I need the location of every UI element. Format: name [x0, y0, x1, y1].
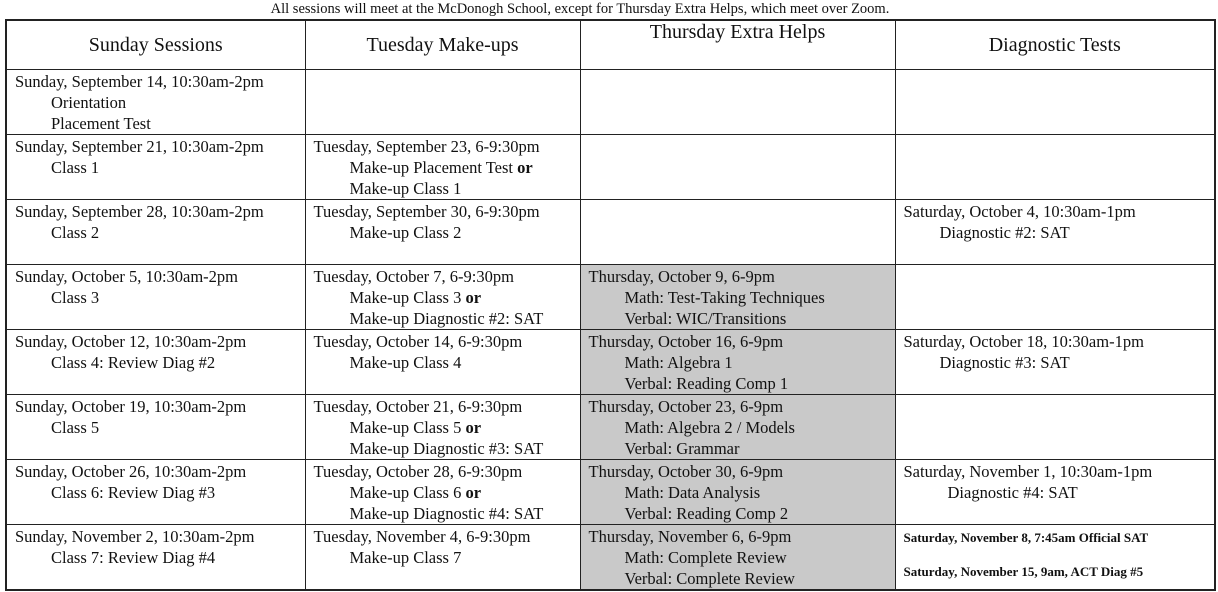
sunday-cell: [6, 330, 305, 395]
thursday-date: Thursday, October 30, 6-9pm: [588, 462, 784, 481]
thursday-cell: [580, 460, 895, 525]
thursday-cell: [580, 200, 895, 265]
thursday-cell: [580, 70, 895, 135]
tuesday-cell: [305, 395, 580, 460]
sunday-cell: [6, 200, 305, 265]
official-sat-line: Saturday, November 8, 7:45am Official SAT: [903, 530, 1149, 545]
header-sunday: Sunday Sessions: [6, 20, 305, 70]
header-thursday: Thursday Extra Helps: [580, 20, 895, 70]
thursday-math: Math: Complete Review: [624, 548, 787, 567]
thursday-cell: [580, 395, 895, 460]
diagnostic-line: Diagnostic #4: SAT: [947, 483, 1078, 502]
sunday-line: Class 2: [51, 223, 100, 242]
sunday-cell: [6, 460, 305, 525]
tuesday-line: Make-up Class 6: [349, 483, 462, 502]
tuesday-date: Tuesday, November 4, 6-9:30pm: [313, 527, 531, 546]
or-word: or: [465, 288, 482, 307]
thursday-math: Math: Data Analysis: [624, 483, 761, 502]
or-word: or: [465, 483, 482, 502]
sunday-line: Class 7: Review Diag #4: [51, 548, 216, 567]
diagnostic-line: Diagnostic #3: SAT: [939, 353, 1070, 372]
tuesday-line: Make-up Class 7: [349, 548, 462, 567]
sunday-date: Sunday, October 19, 10:30am-2pm: [15, 397, 247, 416]
tuesday-cell: [305, 70, 580, 135]
thursday-verbal: Verbal: WIC/Transitions: [624, 309, 787, 328]
tuesday-date: Tuesday, October 7, 6-9:30pm: [313, 267, 514, 286]
diagnostic-cell: [895, 525, 1215, 591]
thursday-math: Math: Algebra 2 / Models: [624, 418, 795, 437]
tuesday-line: Make-up Class 4: [349, 353, 462, 372]
sunday-date: Sunday, September 28, 10:30am-2pm: [15, 202, 264, 221]
sunday-cell: [6, 70, 305, 135]
sunday-date: Sunday, October 12, 10:30am-2pm: [15, 332, 247, 351]
table-row: [6, 200, 1215, 265]
header-row: [6, 20, 1215, 70]
sunday-line: Class 6: Review Diag #3: [51, 483, 216, 502]
table-row: [6, 330, 1215, 395]
table-row: [6, 395, 1215, 460]
tuesday-cell: [305, 200, 580, 265]
schedule-table: [5, 19, 1216, 591]
thursday-math: Math: Algebra 1: [624, 353, 733, 372]
thursday-cell: [580, 135, 895, 200]
tuesday-line: Make-up Class 5: [349, 418, 462, 437]
or-word: or: [465, 418, 482, 437]
tuesday-cell: [305, 135, 580, 200]
sunday-date: Sunday, September 21, 10:30am-2pm: [15, 137, 264, 156]
sunday-line: Orientation: [51, 93, 127, 112]
thursday-cell: [580, 330, 895, 395]
sunday-line: Class 1: [51, 158, 100, 177]
thursday-date: Thursday, October 16, 6-9pm: [588, 332, 784, 351]
tuesday-line: Make-up Diagnostic #4: SAT: [349, 504, 544, 523]
diagnostic-cell: [895, 330, 1215, 395]
sunday-date: Sunday, October 26, 10:30am-2pm: [15, 462, 247, 481]
sunday-line: Class 4: Review Diag #2: [51, 353, 216, 372]
header-diagnostic: Diagnostic Tests: [895, 20, 1215, 70]
thursday-date: Thursday, November 6, 6-9pm: [588, 527, 792, 546]
thursday-verbal: Verbal: Reading Comp 2: [624, 504, 789, 523]
tuesday-date: Tuesday, October 14, 6-9:30pm: [313, 332, 523, 351]
diagnostic-line: Diagnostic #2: SAT: [939, 223, 1070, 242]
sunday-cell: [6, 395, 305, 460]
header-tuesday: Tuesday Make-ups: [305, 20, 580, 70]
sunday-cell: [6, 135, 305, 200]
tuesday-line: Make-up Class 2: [349, 223, 462, 242]
table-row: [6, 135, 1215, 200]
sunday-date: Sunday, October 5, 10:30am-2pm: [15, 267, 239, 286]
sunday-line: Placement Test: [51, 114, 151, 133]
tuesday-cell: [305, 330, 580, 395]
sunday-line: Class 5: [51, 418, 100, 437]
tuesday-date: Tuesday, September 23, 6-9:30pm: [313, 137, 540, 156]
thursday-cell: [580, 265, 895, 330]
act-diag-line: Saturday, November 15, 9am, ACT Diag #5: [903, 564, 1144, 579]
diagnostic-cell: [895, 200, 1215, 265]
tuesday-date: Tuesday, October 28, 6-9:30pm: [313, 462, 523, 481]
table-row: [6, 265, 1215, 330]
tuesday-line: Make-up Class 3: [349, 288, 462, 307]
diagnostic-date: Saturday, October 4, 10:30am-1pm: [903, 202, 1136, 221]
sunday-date: Sunday, November 2, 10:30am-2pm: [15, 527, 255, 546]
table-row: [6, 70, 1215, 135]
tuesday-line: Make-up Class 1: [349, 179, 462, 198]
tuesday-cell: [305, 265, 580, 330]
thursday-verbal: Verbal: Grammar: [624, 439, 740, 458]
thursday-cell: [580, 525, 895, 591]
diagnostic-date: Saturday, November 1, 10:30am-1pm: [903, 462, 1153, 481]
diagnostic-cell: [895, 265, 1215, 330]
thursday-date: Thursday, October 23, 6-9pm: [588, 397, 784, 416]
diagnostic-cell: [895, 70, 1215, 135]
tuesday-line: Make-up Diagnostic #2: SAT: [349, 309, 544, 328]
table-row: [6, 460, 1215, 525]
sunday-cell: [6, 525, 305, 591]
tuesday-line: Make-up Placement Test: [349, 158, 513, 177]
diagnostic-date: Saturday, October 18, 10:30am-1pm: [903, 332, 1144, 351]
diagnostic-cell: [895, 135, 1215, 200]
diagnostic-cell: [895, 395, 1215, 460]
sunday-line: Class 3: [51, 288, 100, 307]
tuesday-line: Make-up Diagnostic #3: SAT: [349, 439, 544, 458]
or-word: or: [517, 158, 533, 177]
schedule-note: All sessions will meet at the McDonogh School, except for Thursday Extra Helps, which meet over Zoom.: [270, 1, 890, 17]
tuesday-cell: [305, 525, 580, 591]
thursday-verbal: Verbal: Reading Comp 1: [624, 374, 789, 393]
diagnostic-cell: [895, 460, 1215, 525]
tuesday-date: Tuesday, September 30, 6-9:30pm: [313, 202, 540, 221]
sunday-cell: [6, 265, 305, 330]
tuesday-date: Tuesday, October 21, 6-9:30pm: [313, 397, 523, 416]
thursday-verbal: Verbal: Complete Review: [624, 569, 795, 588]
table-row: [6, 525, 1215, 591]
thursday-math: Math: Test-Taking Techniques: [624, 288, 825, 307]
sunday-date: Sunday, September 14, 10:30am-2pm: [15, 72, 264, 91]
thursday-date: Thursday, October 9, 6-9pm: [588, 267, 775, 286]
tuesday-cell: [305, 460, 580, 525]
